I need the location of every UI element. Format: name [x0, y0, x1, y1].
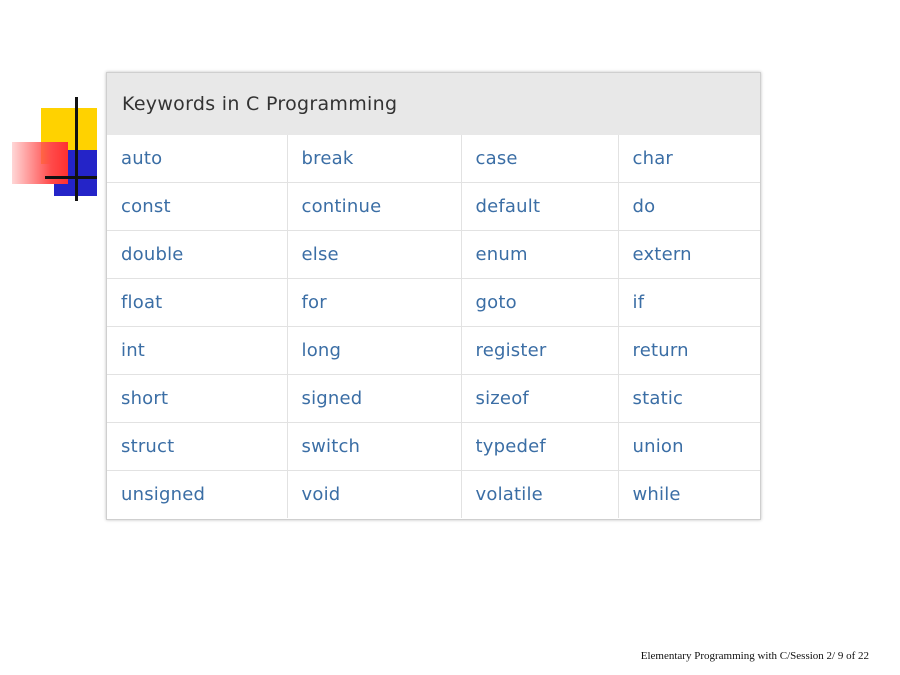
keyword-cell: continue: [287, 183, 461, 231]
keyword-cell: struct: [107, 423, 287, 471]
keyword-cell: double: [107, 231, 287, 279]
keyword-cell: char: [632, 148, 674, 169]
keyword-cell: do: [618, 183, 760, 231]
keyword-cell: union: [618, 423, 760, 471]
keyword-cell: static: [618, 375, 760, 423]
keyword-cell: case: [461, 135, 618, 183]
logo-horizontal-line: [45, 176, 97, 179]
table-row: [107, 183, 760, 231]
keyword-cell: for: [287, 279, 461, 327]
keyword-cell: else: [287, 231, 461, 279]
keyword-cell: int: [107, 327, 287, 375]
table-row: [107, 375, 760, 423]
keyword-cell: switch: [287, 423, 461, 471]
keywords-table: [107, 135, 760, 518]
keyword-cell: default: [461, 183, 618, 231]
keyword-cell: unsigned: [107, 471, 287, 519]
keyword-cell: extern: [618, 231, 760, 279]
logo-vertical-line: [75, 97, 78, 201]
keyword-cell: goto: [461, 279, 618, 327]
keyword-cell: return: [618, 327, 760, 375]
keyword-cell: const: [107, 183, 287, 231]
keyword-cell: volatile: [461, 471, 618, 519]
table-row: [107, 471, 760, 519]
table-row: [107, 423, 760, 471]
keyword-cell: short: [107, 375, 287, 423]
keyword-cell: signed: [287, 375, 461, 423]
keyword-cell: while: [618, 471, 760, 519]
table-row: [107, 135, 760, 183]
table-title: Keywords in C Programming: [107, 73, 760, 135]
keyword-cell: long: [287, 327, 461, 375]
table-row: [107, 279, 760, 327]
keyword-cell: break: [287, 135, 461, 183]
slide-footer: Elementary Programming with C/Session 2/ 9 of 22: [640, 650, 869, 662]
keyword-cell: register: [461, 327, 618, 375]
keyword-cell: auto: [107, 135, 287, 183]
keyword-cell: float: [107, 279, 287, 327]
keyword-cell: enum: [461, 231, 618, 279]
table-row: [107, 231, 760, 279]
keyword-cell: sizeof: [461, 375, 618, 423]
slide-logo-icon: [0, 0, 110, 210]
keyword-cell: typedef: [461, 423, 618, 471]
keyword-cell: void: [287, 471, 461, 519]
table-row: [107, 327, 760, 375]
keywords-table-panel: [106, 72, 761, 520]
keyword-cell: if: [618, 279, 760, 327]
